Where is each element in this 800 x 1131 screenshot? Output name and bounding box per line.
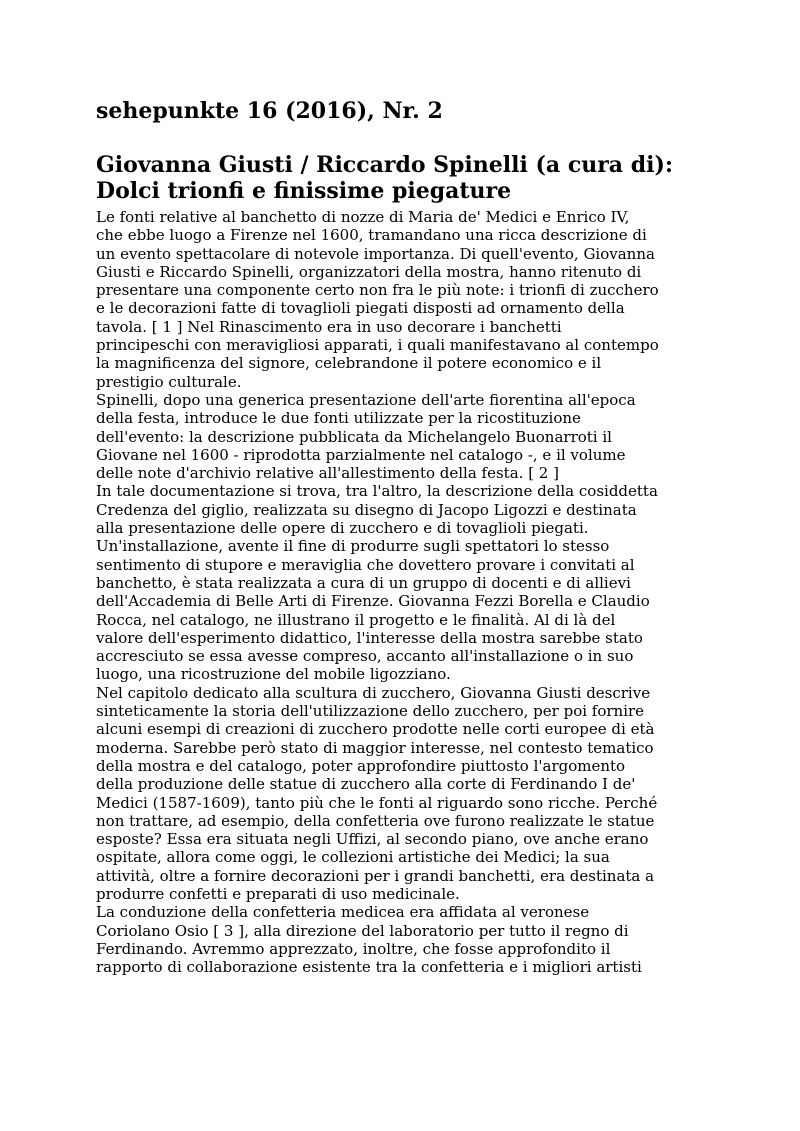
article-title-line: Dolci trionfi e finissime piegature	[96, 178, 512, 204]
body-line: Un'installazione, avente il fine di produrre sugli spettatori lo stesso	[96, 537, 610, 556]
body-line: Ferdinando. Avremmo apprezzato, inoltre, che fosse approfondito il	[96, 939, 611, 958]
body-line: alla presentazione delle opere di zucchero e di tovaglioli piegati.	[96, 519, 589, 538]
body-line: un evento spettacolare di notevole importanza. Di quell'evento, Giovanna	[96, 244, 655, 263]
body-line: presentare una componente certo non fra le più note: i trionfi di zucchero	[96, 281, 659, 300]
body-line: la magnificenza del signore, celebrandone il potere economico e il	[96, 354, 602, 373]
body-line: Coriolano Osio [ 3 ], alla direzione del laboratorio per tutto il regno di	[96, 921, 629, 940]
body-line: della produzione delle statue di zucchero alla corte di Ferdinando I de'	[96, 775, 636, 794]
body-line: Rocca, nel catalogo, ne illustrano il progetto e le finalità. Al di là del	[96, 610, 616, 629]
body-line: Giovane nel 1600 - riprodotta parzialmente nel catalogo -, e il volume	[96, 445, 626, 464]
body-line: e le decorazioni fatte di tovaglioli piegati disposti ad ornamento della	[96, 299, 625, 318]
body-line: Giusti e Riccardo Spinelli, organizzatori della mostra, hanno ritenuto di	[96, 262, 642, 281]
body-line: accresciuto se essa avesse compreso, accanto all'installazione o in suo	[96, 647, 634, 666]
body-line: sinteticamente la storia dell'utilizzazione dello zucchero, per poi fornire	[96, 702, 645, 721]
body-line: dell'evento: la descrizione pubblicata da Michelangelo Buonarroti il	[96, 427, 612, 446]
article-body	[96, 208, 706, 976]
body-line: della festa, introduce le due fonti utilizzate per la ricostituzione	[96, 409, 581, 428]
article-title-line: Giovanna Giusti / Riccardo Spinelli (a cura di):	[96, 152, 673, 178]
body-line: Le fonti relative al banchetto di nozze di Maria de' Medici e Enrico IV,	[96, 208, 630, 226]
body-line: luogo, una ricostruzione del mobile ligozziano.	[96, 665, 451, 684]
body-line: moderna. Sarebbe però stato di maggior interesse, nel contesto tematico	[96, 738, 654, 757]
body-line: rapporto di collaborazione esistente tra la confetteria e i migliori artisti	[96, 958, 642, 977]
body-line: principeschi con meravigliosi apparati, i quali manifestavano al contempo	[96, 336, 659, 355]
body-line: attività, oltre a fornire decorazioni per i grandi banchetti, era destinata a	[96, 866, 655, 885]
body-line: non trattare, ad esempio, della confetteria ove furono realizzate le statue	[96, 811, 655, 830]
body-line: dell'Accademia di Belle Arti di Firenze. Giovanna Fezzi Borella e Claudio	[96, 592, 650, 611]
body-line: Medici (1587-1609), tanto più che le fonti al riguardo sono ricche. Perché	[96, 793, 658, 812]
body-line: che ebbe luogo a Firenze nel 1600, tramandano una ricca descrizione di	[96, 226, 647, 245]
body-line: della mostra e del catalogo, poter approfondire piuttosto l'argomento	[96, 756, 626, 775]
journal-title: sehepunkte 16 (2016), Nr. 2	[96, 98, 443, 124]
body-line: alcuni esempi di creazioni di zucchero prodotte nelle corti europee di età	[96, 720, 655, 739]
body-line: delle note d'archivio relative all'allestimento della festa. [ 2 ]	[96, 464, 559, 483]
body-line: sentimento di stupore e meraviglia che dovettero provare i convitati al	[96, 555, 635, 574]
article-title	[96, 152, 673, 204]
body-line: Credenza del giglio, realizzata su disegno di Jacopo Ligozzi e destinata	[96, 500, 637, 519]
body-line: tavola. [ 1 ] Nel Rinascimento era in uso decorare i banchetti	[96, 317, 562, 336]
body-line: prestigio culturale.	[96, 372, 242, 391]
body-line: esposte? Essa era situata negli Uffizi, al secondo piano, ove anche erano	[96, 830, 649, 849]
body-line: Spinelli, dopo una generica presentazione dell'arte fiorentina all'epoca	[96, 390, 636, 409]
body-line: In tale documentazione si trova, tra l'altro, la descrizione della cosiddetta	[96, 482, 658, 501]
body-line: ospitate, allora come oggi, le collezioni artistiche dei Medici; la sua	[96, 848, 610, 867]
body-line: La conduzione della confetteria medicea era affidata al veronese	[96, 903, 590, 922]
body-line: banchetto, è stata realizzata a cura di un gruppo di docenti e di allievi	[96, 573, 631, 592]
body-line: produrre confetti e preparati di uso medicinale.	[96, 884, 460, 903]
body-line: valore dell'esperimento didattico, l'interesse della mostra sarebbe stato	[96, 628, 643, 647]
body-line: Nel capitolo dedicato alla scultura di zucchero, Giovanna Giusti descrive	[96, 683, 651, 702]
